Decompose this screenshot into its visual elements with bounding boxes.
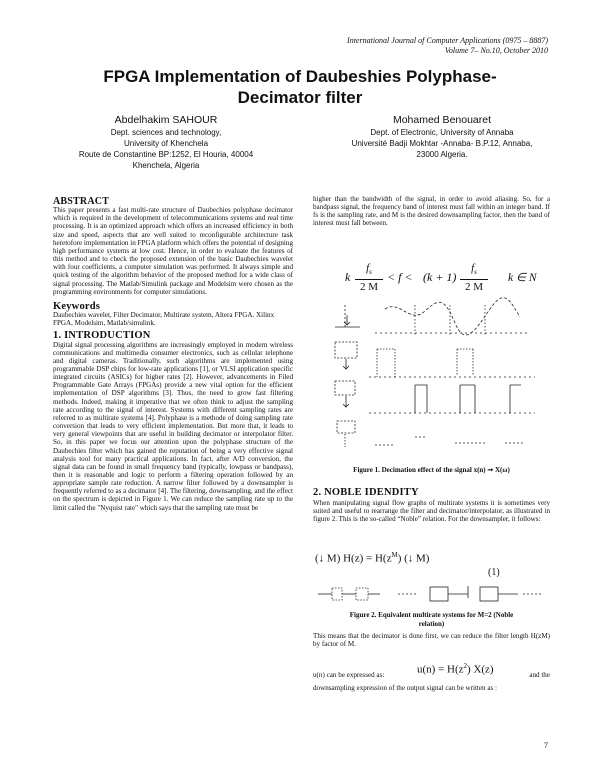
eq1-fraction-2: $f_s$ 2 M xyxy=(460,262,488,294)
author-name: Mohamed Benouaret xyxy=(392,114,492,126)
fig2-block xyxy=(480,587,498,601)
eq1-k-plus-1: (k + 1) xyxy=(423,270,457,284)
right-column-top xyxy=(313,195,550,228)
figure-2-caption xyxy=(313,611,550,628)
figure-2-drawing xyxy=(318,586,543,601)
paper-title xyxy=(40,66,560,108)
fig1-pulse xyxy=(460,385,475,413)
title-line-1: FPGA Implementation of Daubeshies Polyphase- xyxy=(103,67,497,86)
fig1-trace xyxy=(375,437,525,445)
fig1-gridline xyxy=(415,305,485,335)
author-affiliation-line: Route de Constantine BP:1252, El Houria, 40004 xyxy=(78,150,254,159)
keywords-heading: Keywords xyxy=(53,300,101,312)
fig1-arrow xyxy=(343,396,349,407)
equation-noble xyxy=(315,551,429,565)
author-affiliation-line: University of Khenchela xyxy=(123,139,209,148)
fig1-arrow xyxy=(344,315,350,325)
eq2-lhs: (↓ M) H(z) = H(z xyxy=(315,552,392,565)
fig1-block xyxy=(335,342,357,358)
journal-line-1: International Journal of Computer Applications (0975 – 8887) xyxy=(347,36,548,45)
figure-1-caption: Figure 1. Decimation effect of the signal x(n) ➞ X(ω) xyxy=(353,466,510,474)
after-figure-2 xyxy=(313,632,550,648)
eq3-and-the: and the xyxy=(529,671,550,679)
author-affiliation-line: Dept. sciences and technology, xyxy=(110,128,222,137)
fig1-block xyxy=(335,381,355,395)
author-affiliation-line: 23000 Algeria. xyxy=(416,150,468,159)
equation-band-limits xyxy=(345,262,545,292)
fig1-wave xyxy=(385,298,520,335)
author-name: Abdelhakim SAHOUR xyxy=(114,114,218,126)
noble-section xyxy=(313,489,550,524)
figure-1-drawing xyxy=(335,298,535,447)
figure-2-caption-line-1: Figure 2. Equivalent multirate systems for M=2 (Noble xyxy=(349,611,514,619)
introduction-heading: 1. INTRODUCTION xyxy=(53,330,151,342)
journal-line-2: Volume 7– No.10, October 2010 xyxy=(444,46,548,55)
fig1-block xyxy=(337,421,355,433)
eq2-rhs: ) (↓ M) xyxy=(397,552,430,565)
eq1-k-in-n: k ∈ N xyxy=(508,272,537,284)
author-affiliation-line: Université Badji Mokhtar -Annaba- B.P.12, Annaba, xyxy=(351,139,533,148)
title-line-2: Decimator filter xyxy=(237,88,363,107)
introduction-text: Digital signal processing algorithms are increasingly employed in modern wireless communications and multimedia consumer electronics, such as cellular telephone and digital cameras. Traditionally, such algorithms are implemented using programmable DSP chips for low-rate applications [1], or VLSI application specific integrated circuits (ASICs) for higher rates [2]. However, advancements in Filed Programmable Gate Arrays (FPGAs) provide a new vital option for the efficient implementation of DSP algorithms [3]. Thus, the need to grow fast filtering methods. Indeed, making it imperative that we often think to adjust the sampling rate according to the signal of interest. Systems with different sampling rates are referred to as multirate systems [4]. Polyphase is a methode of doing sampling rate conversion that leads to very efficient implementation. But more that, it leads to very general viewpoints that are useful in building decimator or interpolator filter. So, in this paper we focus our attention upon the polyphase structure of the Daubechies filter which has gained the reputation of being a very effective signal analysis tool for many practical applications. In fact, after A/D conversion, the signal data can be found in small frequency band (typically, lowpass or bandpass), then it is reasonable and logic to perform a filtering operation followed by an appropriate sample rate reduction. A narrow filter followed by a downsampler is frequently referred to as a decimator [4]. The filtering, downsampling, and the effect on the spectrum is depicted in Figure 1. We can reduce the sampling rate up to the limit called the "Nyquist rate" which says that the sampling rate must be xyxy=(53,340,293,512)
fig1-pulse xyxy=(510,385,521,413)
left-column xyxy=(53,198,293,512)
author-affiliation-line: Dept. of Electronic, University of Annaba xyxy=(370,128,514,137)
fig2-block xyxy=(356,588,368,600)
figure-2-caption-line-2: relation) xyxy=(418,619,445,628)
fig1-arrow xyxy=(343,359,349,369)
eq3: $u(n) = H(z^2)$ X(z) xyxy=(417,662,494,676)
fig2-block xyxy=(430,587,448,601)
eq3-label: u(n) can be expressed as: xyxy=(313,671,385,679)
fig1-pulse xyxy=(457,349,473,375)
after-fig2-text: This means that the decimator is done first, we can reduce the filter length H(zM) by factor of M. xyxy=(313,632,550,649)
abstract-text: This paper presents a fast multi-rate structure of Daubechies polyphase decimator which is required in the development of telecommunications systems and real time processing. It is an optimized approach which offers an increased efficiency in both size and speed, aspects that are well suited to reconfigurable architecture task heretofore implementation in FPGA platform which offers the potential of designing high performance systems at low cost. Hence, in order to evaluate the features of this method and to check the proposed extension of the basic Daubechies wavelet with four coefficients, a computer simulation was performed. It always simple and quick testing of the algorithm behavior of the proposed method for a wide class of signal processing. The Matlab/Simulink package and Modelsim were chosen as the programming environments for computer simulations. xyxy=(53,206,293,296)
right-intro-text: higher than the bandwidth of the signal, in order to avoid aliasing. So, for a bandpass signal, the frequency band of interest must fall within an integer band. If fs is the sampling rate, and M is the desired downsampling factor, then the band of interest must fall between. xyxy=(313,195,550,228)
fig1-pulse xyxy=(377,349,395,377)
author-block-1 xyxy=(36,113,296,171)
keywords-text: Daubechies wavelet, Filter Decimator, Multirate system, Altera FPGA. Xilinx FPGA, Modelsim, Matlab/simulink. xyxy=(53,311,275,328)
noble-text: When manipulating signal flow graphs of multirate systems it is sometimes very suited and useful to rearrange the filter and decimator/interpolator, as illustrated in figure 2. This is the so-called “Noble” relation. For the downsampler, it follows: xyxy=(313,499,550,524)
abstract-heading: ABSTRACT xyxy=(53,196,110,207)
eq2-number: (1) xyxy=(488,567,500,578)
eq2-sup: M xyxy=(391,551,398,559)
eq1-k: k xyxy=(345,270,351,284)
fig1-pulse xyxy=(415,385,427,413)
author-block-2 xyxy=(312,113,572,160)
noble-heading: 2. NOBLE IDENDITY xyxy=(313,487,419,498)
last-line: downsampling expression of the output signal can be written as : xyxy=(313,684,498,692)
fig2-block xyxy=(332,588,342,600)
author-affiliation-line: Khenchela, Algeria xyxy=(132,161,200,170)
page-number: 7 xyxy=(544,741,548,750)
figure-2-noble-diagram xyxy=(318,578,546,604)
journal-header xyxy=(347,36,548,56)
eq1-middle: < f < xyxy=(387,270,413,284)
figure-1-decimation-diagram xyxy=(315,297,547,465)
eq1-fraction-1: $f_s$ 2 M xyxy=(355,262,383,294)
